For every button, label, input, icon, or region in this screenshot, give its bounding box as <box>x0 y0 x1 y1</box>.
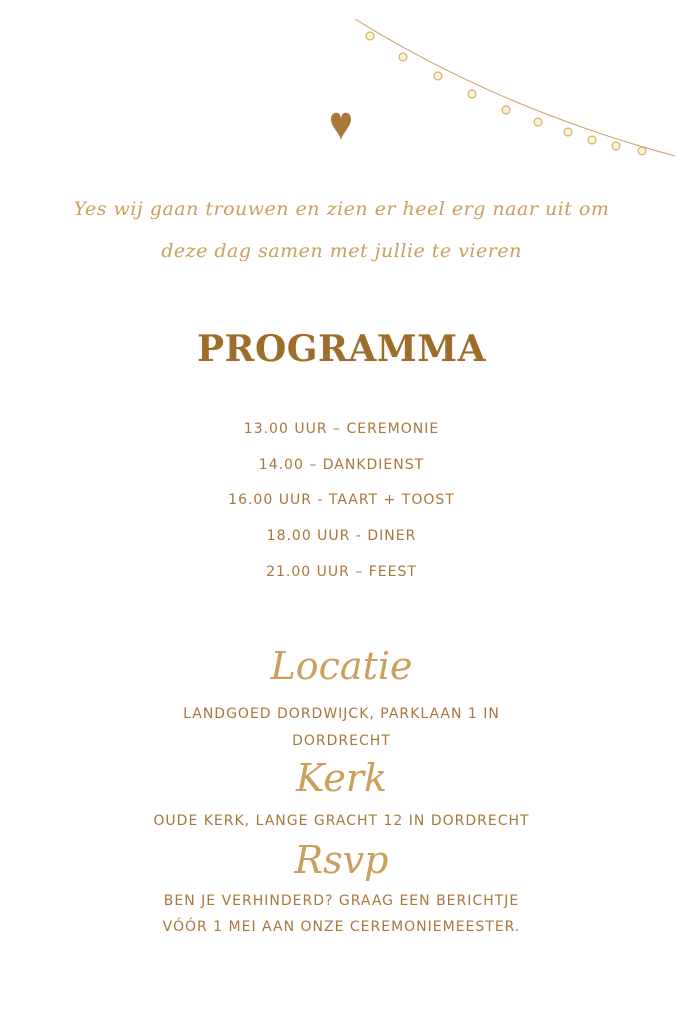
intro-line-1: Yes wij gaan trouwen en zien er heel erg naar uit om <box>73 198 610 220</box>
rsvp-line-2: VÓÓR 1 MEI AAN ONZE CEREMONIEMEESTER. <box>162 919 521 935</box>
kerk-heading: Kerk <box>295 756 388 800</box>
rsvp-line-1: BEN JE VERHINDERD? GRAAG EEN BERICHTJE <box>163 893 520 909</box>
heart-icon <box>329 110 353 142</box>
program-item: 21.00 UUR – FEEST <box>266 564 417 580</box>
program-item: 18.00 UUR - DINER <box>266 528 417 544</box>
program-item: 16.00 UUR - TAART + TOOST <box>228 492 455 508</box>
locatie-line-2: DORDRECHT <box>292 733 391 749</box>
program-item: 14.00 – DANKDIENST <box>258 457 425 473</box>
locatie-line-1: LANDGOED DORDWIJCK, PARKLAAN 1 IN <box>183 706 500 722</box>
locatie-heading: Locatie <box>270 644 413 688</box>
program-item: 13.00 UUR – CEREMONIE <box>243 421 440 437</box>
string-lights-icon <box>350 14 680 164</box>
program-title: PROGRAMMA <box>196 328 487 370</box>
kerk-line-1: OUDE KERK, LANGE GRACHT 12 IN DORDRECHT <box>153 813 530 829</box>
rsvp-heading: Rsvp <box>294 838 389 882</box>
intro-line-2: deze dag samen met jullie te vieren <box>161 240 522 262</box>
